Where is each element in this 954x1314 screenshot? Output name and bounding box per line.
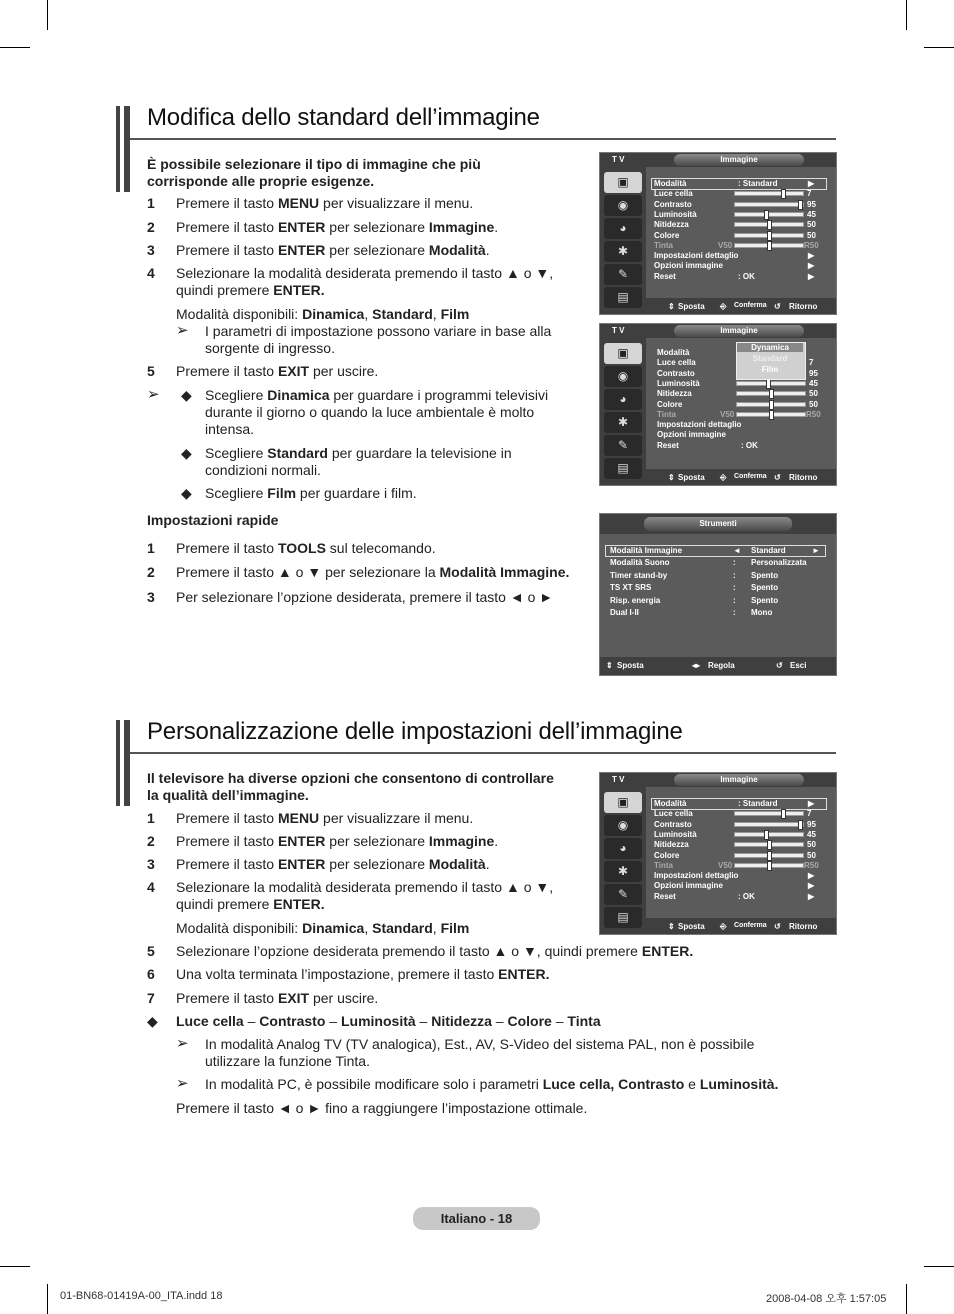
osd-row-label: Impostazioni dettaglio <box>657 420 742 430</box>
exit-icon: ↺ <box>776 661 783 670</box>
osd-row-label: Luce cella <box>657 358 696 368</box>
note-arrow-icon: ➢ <box>176 322 189 339</box>
nav-confirm: Conferma <box>734 922 767 929</box>
osd-row-label: Modalità <box>654 799 687 808</box>
tools-row-value: Spento <box>751 595 779 605</box>
tools-row-sep: : <box>733 595 736 605</box>
osd-menu-icon: ✱ <box>604 861 642 882</box>
nav-move: Sposta <box>617 661 644 670</box>
osd-menu-icon: ◕ <box>604 389 642 410</box>
section-title: Personalizzazione delle impostazioni dell’immagine <box>147 718 683 745</box>
osd-slider-knob <box>767 220 772 230</box>
osd-slider <box>734 222 804 227</box>
osd-row-label: Luminosità <box>657 378 700 388</box>
osd-row-label: Contrasto <box>657 368 695 378</box>
move-icon: ⇕ <box>668 473 675 482</box>
osd-reset-value: : OK <box>738 891 755 901</box>
diamond-icon: ◆ <box>181 485 192 501</box>
osd-row-label: Impostazioni dettaglio <box>654 871 739 881</box>
osd-title: Strumenti <box>644 517 792 531</box>
nav-adjust: Regola <box>708 661 735 670</box>
bullet-text: Scegliere Standard per guardare la televisione in condizioni normali. <box>205 445 512 478</box>
adjust-icon: ◂▸ <box>692 661 701 670</box>
date-slug: 2008-04-08 오후 1:57:05 <box>766 1293 887 1305</box>
tools-row-sep: : <box>733 608 736 617</box>
intro-text: È possibile selezionare il tipo di immagine che più corrisponde alle proprie esigenze. <box>147 156 481 189</box>
osd-row-label: Tinta <box>654 860 673 870</box>
osd-slider-knob <box>764 830 769 840</box>
osd-row-label: Reset <box>657 440 679 450</box>
osd-menu-icon: ✎ <box>604 884 642 905</box>
osd-menu-icon: ▣ <box>604 343 642 364</box>
nav-back: Ritorno <box>789 922 818 931</box>
osd-value: 95 <box>807 819 816 829</box>
tools-row-value: Standard <box>751 546 786 555</box>
crop-mark <box>47 0 48 30</box>
section-bar <box>116 106 120 192</box>
osd-tint-right: R50 <box>804 240 819 250</box>
nav-confirm: Conferma <box>734 473 767 480</box>
osd-row-label: Modalità <box>657 348 690 357</box>
osd-row-label: Luminosità <box>654 829 697 839</box>
osd-mode-value: : Standard <box>738 799 778 808</box>
osd-value: 45 <box>807 829 816 839</box>
osd-arrow-icon: ▶ <box>808 871 815 881</box>
tools-row-end: ► <box>812 546 820 555</box>
osd-slider <box>734 202 804 207</box>
osd-source-label: T V <box>612 326 625 335</box>
move-icon: ⇕ <box>668 922 675 931</box>
osd-value: 45 <box>807 209 816 219</box>
osd-dropdown-item: Standard <box>752 354 788 363</box>
osd-menu-icon: ◕ <box>604 218 642 239</box>
tools-row-sep: : <box>733 558 736 568</box>
osd-slider <box>734 811 804 816</box>
osd-source-label: T V <box>612 775 625 784</box>
osd-row-label: Reset <box>654 271 676 281</box>
osd-row-label: Tinta <box>657 409 676 419</box>
page-number-badge: Italiano - 18 <box>413 1207 540 1230</box>
osd-row-label: Nitidezza <box>657 389 692 399</box>
osd-value: 50 <box>807 840 816 850</box>
tools-row-label: TS XT SRS <box>610 583 652 593</box>
osd-menu-icon: ▤ <box>604 907 642 928</box>
osd-value: 7 <box>807 189 812 199</box>
tools-row-label: Risp. energia <box>610 595 661 605</box>
tools-row-label: Modalità Immagine <box>610 546 683 555</box>
title-rule <box>130 752 836 754</box>
intro-text: Il televisore ha diverse opzioni che consentono di controllare la qualità dell’immagine. <box>147 770 554 803</box>
osd-menu-icon: ◉ <box>604 195 642 216</box>
osd-slider-knob <box>767 851 772 861</box>
osd-tint-left: V50 <box>720 409 735 419</box>
osd-value: 7 <box>809 358 814 368</box>
osd-slider <box>734 863 804 868</box>
crop-mark <box>924 47 954 48</box>
osd-title: Immagine <box>674 325 804 337</box>
section-bar <box>124 720 130 806</box>
osd-value: 95 <box>809 368 818 378</box>
osd-menu-icon: ▤ <box>604 287 642 308</box>
modes-line: Modalità disponibili: Dinamica, Standard, Film <box>176 306 470 322</box>
osd-menu-icon: ✎ <box>604 435 642 456</box>
osd-slider-knob <box>769 410 774 420</box>
osd-slider-knob <box>781 809 786 819</box>
osd-menu-icon: ✱ <box>604 412 642 433</box>
osd-tint-left: V50 <box>718 240 733 250</box>
section-bar <box>124 106 130 192</box>
tools-row-label: Modalità Suono <box>610 558 670 568</box>
final-instruction: Premere il tasto ◄ o ► fino a raggiungere l’impostazione ottimale. <box>176 1100 588 1116</box>
tools-row-value: Mono <box>751 608 773 617</box>
osd-navbar <box>646 918 836 934</box>
osd-picture-menu <box>599 772 837 935</box>
osd-arrow-icon: ▶ <box>808 261 815 271</box>
note-text: I parametri di impostazione possono variare in base alla sorgente di ingresso. <box>205 323 552 356</box>
osd-arrow-icon: ▶ <box>808 881 815 891</box>
osd-slider-knob <box>764 210 769 220</box>
note-arrow-icon: ➢ <box>147 386 160 403</box>
osd-tint-right: R50 <box>804 860 819 870</box>
return-icon: ↺ <box>774 302 781 311</box>
osd-slider-knob <box>798 820 803 830</box>
osd-slider <box>734 243 804 248</box>
osd-row-label: Opzioni immagine <box>654 261 723 271</box>
osd-value: 50 <box>807 220 816 230</box>
osd-row-label: Colore <box>657 399 683 409</box>
osd-navbar <box>646 298 836 314</box>
nav-move: Sposta <box>678 302 705 311</box>
osd-slider <box>734 191 804 196</box>
osd-slider <box>736 402 806 407</box>
osd-menu-icon: ◕ <box>604 838 642 859</box>
section-title: Modifica dello standard dell’immagine <box>147 104 540 131</box>
note-text: In modalità PC, è possibile modificare solo i parametri Luce cella, Contrasto e Luminosità. <box>205 1076 779 1092</box>
note-arrow-icon: ➢ <box>176 1035 189 1052</box>
bullet-text: Scegliere Film per guardare i film. <box>205 485 417 501</box>
osd-row-label: Opzioni immagine <box>654 881 723 891</box>
tools-row-sep: : <box>733 570 736 580</box>
osd-slider <box>734 832 804 837</box>
note-arrow-icon: ➢ <box>176 1075 189 1092</box>
osd-slider <box>734 842 804 847</box>
osd-tint-right: R50 <box>806 409 821 419</box>
osd-row-label: Luminosità <box>654 209 697 219</box>
osd-dropdown-item: Dynamica <box>737 343 803 352</box>
osd-row-label: Colore <box>654 850 680 860</box>
osd-slider-knob <box>767 241 772 251</box>
osd-slider-knob <box>767 231 772 241</box>
nav-move: Sposta <box>678 922 705 931</box>
osd-value: 45 <box>809 378 818 388</box>
osd-menu-icon: ✱ <box>604 241 642 262</box>
osd-menu-icon: ◉ <box>604 366 642 387</box>
osd-row-label: Contrasto <box>654 819 692 829</box>
osd-value: 50 <box>807 850 816 860</box>
osd-value: 7 <box>807 809 812 819</box>
osd-arrow-icon: ▶ <box>808 251 815 261</box>
crop-mark <box>924 1266 954 1267</box>
osd-menu-icon: ▣ <box>604 172 642 193</box>
osd-row-label: Reset <box>654 891 676 901</box>
osd-value: 50 <box>809 399 818 409</box>
enter-icon: ⎆ <box>720 302 727 311</box>
enter-icon: ⎆ <box>720 473 727 482</box>
osd-arrow-icon: ▶ <box>808 271 815 281</box>
osd-title: Immagine <box>674 154 804 166</box>
crop-mark <box>906 1284 907 1314</box>
osd-row-label: Opzioni immagine <box>657 430 726 440</box>
crop-mark <box>47 1284 48 1314</box>
osd-row-label: Colore <box>654 230 680 240</box>
enter-icon: ⎆ <box>720 922 727 931</box>
osd-row-label: Impostazioni dettaglio <box>654 251 739 261</box>
osd-row-label: Nitidezza <box>654 220 689 230</box>
diamond-icon: ◆ <box>181 445 192 461</box>
osd-slider <box>736 412 806 417</box>
osd-menu-icon: ✎ <box>604 264 642 285</box>
osd-row-label: Contrasto <box>654 199 692 209</box>
osd-dropdown-item: Film <box>761 365 779 374</box>
osd-tint-left: V50 <box>718 860 733 870</box>
osd-slider <box>734 233 804 238</box>
osd-value: 50 <box>809 389 818 399</box>
osd-row-label: Modalità <box>654 179 687 188</box>
osd-row-label: Tinta <box>654 240 673 250</box>
osd-menu-icon: ▣ <box>604 792 642 813</box>
nav-back: Ritorno <box>789 302 818 311</box>
osd-slider <box>736 381 806 386</box>
bullet-text: Scegliere Dinamica per guardare i programmi televisivi durante il giorno o quando la luce ambientale è molto intensa. <box>205 387 549 437</box>
osd-slider-knob <box>767 840 772 850</box>
osd-slider-knob <box>769 400 774 410</box>
osd-slider-knob <box>767 861 772 871</box>
osd-row-label: Luce cella <box>654 809 693 819</box>
crop-mark <box>0 1266 30 1267</box>
section-bar <box>116 720 120 806</box>
osd-picture-menu-dropdown <box>599 323 837 486</box>
osd-slider <box>734 822 804 827</box>
nav-move: Sposta <box>678 473 705 482</box>
diamond-icon: ◆ <box>147 1013 158 1029</box>
tools-row-label: Timer stand-by <box>610 570 668 580</box>
title-rule <box>130 138 836 140</box>
diamond-icon: ◆ <box>181 387 192 403</box>
tools-row-sep: : <box>733 583 736 593</box>
osd-picture-menu <box>599 152 837 315</box>
tools-row-value: Spento <box>751 570 779 580</box>
file-slug: 01-BN68-01419A-00_ITA.indd 18 <box>60 1290 223 1302</box>
osd-menu-icon: ▤ <box>604 458 642 479</box>
tools-row-value: Personalizzata <box>751 558 807 568</box>
note-text: In modalità Analog TV (TV analogica), Est., AV, S-Video del sistema PAL, non è possibile utilizzare la funzione Tinta. <box>205 1036 755 1069</box>
osd-navbar <box>600 657 836 675</box>
move-icon: ⇕ <box>668 302 675 311</box>
osd-slider-knob <box>766 379 771 389</box>
osd-source-label: T V <box>612 155 625 164</box>
return-icon: ↺ <box>774 922 781 931</box>
osd-slider-knob <box>798 200 803 210</box>
nav-confirm: Conferma <box>734 302 767 309</box>
osd-slider <box>736 391 806 396</box>
osd-navbar <box>646 469 836 485</box>
osd-mode-value: : Standard <box>738 179 778 188</box>
crop-mark <box>0 47 30 48</box>
osd-arrow-icon: ▶ <box>808 799 815 808</box>
osd-tools-menu <box>599 513 837 676</box>
osd-menu-icon: ◉ <box>604 815 642 836</box>
osd-title: Immagine <box>674 774 804 786</box>
return-icon: ↺ <box>774 473 781 482</box>
osd-value: 95 <box>807 199 816 209</box>
tools-row-sep: ◄ <box>733 546 741 555</box>
osd-reset-value: : OK <box>738 271 755 281</box>
modes-line: Modalità disponibili: Dinamica, Standard, Film <box>176 920 470 936</box>
osd-reset-value: : OK <box>741 440 758 450</box>
move-icon: ⇕ <box>606 661 613 670</box>
osd-row-label: Nitidezza <box>654 840 689 850</box>
osd-slider-knob <box>781 189 786 199</box>
crop-mark <box>906 0 907 30</box>
osd-slider-knob <box>769 389 774 399</box>
quick-settings-title: Impostazioni rapide <box>147 512 279 528</box>
nav-back: Ritorno <box>789 473 818 482</box>
osd-value: 50 <box>807 230 816 240</box>
tools-row-label: Dual I-II <box>610 608 639 617</box>
osd-slider <box>734 853 804 858</box>
osd-arrow-icon: ▶ <box>808 891 815 901</box>
osd-slider <box>734 212 804 217</box>
parameter-list: Luce cella – Contrasto – Luminosità – Nitidezza – Colore – Tinta <box>176 1013 601 1029</box>
tools-row-value: Spento <box>751 583 779 593</box>
osd-row-label: Luce cella <box>654 189 693 199</box>
osd-arrow-icon: ▶ <box>808 179 815 188</box>
nav-exit: Esci <box>790 661 807 670</box>
